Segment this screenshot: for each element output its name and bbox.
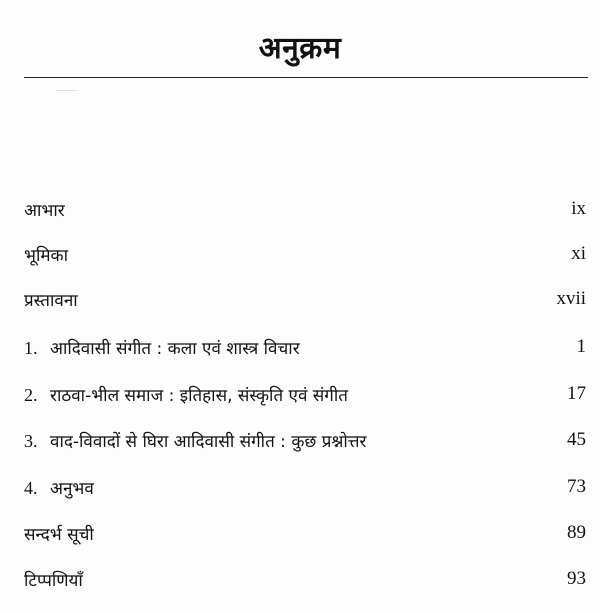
toc-entry-chapter-1 <box>24 330 586 364</box>
toc-entry-label: आभार <box>24 200 65 221</box>
title-divider <box>24 77 588 78</box>
chapter-title: राठवा-भील समाज : इतिहास, संस्कृति एवं संगीत <box>50 385 348 406</box>
toc-entry-chapter-4 <box>24 470 586 504</box>
toc-entry-page: 17 <box>567 383 586 404</box>
toc-entry-page: 1 <box>576 336 586 357</box>
chapter-number: 3. <box>24 430 38 451</box>
toc-entry-label <box>24 429 367 452</box>
scan-speck <box>56 90 78 91</box>
toc-entry-acknowledgement <box>24 192 586 226</box>
toc-entry-chapter-3 <box>24 423 586 457</box>
toc-entry-label <box>24 383 348 406</box>
chapter-title: आदिवासी संगीत : कला एवं शास्त्र विचार <box>50 338 300 359</box>
toc-entry-page: ix <box>571 198 586 219</box>
toc-entry-label: टिप्पणियाँ <box>24 570 83 591</box>
toc-entry-page: 93 <box>567 568 586 589</box>
chapter-title: अनुभव <box>50 478 94 499</box>
toc-entry-label: प्रस्तावना <box>24 290 78 311</box>
chapter-title: वाद-विवादों से घिरा आदिवासी संगीत : कुछ प्रश्नोत्तर <box>50 431 367 452</box>
toc-entry-page: 45 <box>567 429 586 450</box>
toc-entry-preface <box>24 237 586 271</box>
toc-entry-notes <box>24 562 586 596</box>
toc-entry-label <box>24 336 300 359</box>
chapter-number: 1. <box>24 337 38 358</box>
toc-entry-page: 73 <box>567 476 586 497</box>
toc-entry-label <box>24 476 94 499</box>
toc-entry-chapter-2 <box>24 377 586 411</box>
toc-entry-label: भूमिका <box>24 245 68 266</box>
toc-entry-page: xvii <box>556 288 586 309</box>
chapter-number: 4. <box>24 477 38 498</box>
toc-entry-page: 89 <box>567 522 586 543</box>
toc-entry-bibliography <box>24 516 586 550</box>
toc-entry-label: सन्दर्भ सूची <box>24 524 94 545</box>
page-title: अनुक्रम <box>258 31 342 66</box>
chapter-number: 2. <box>24 384 38 405</box>
toc-entry-page: xi <box>571 243 586 264</box>
toc-entry-introduction <box>24 282 586 316</box>
